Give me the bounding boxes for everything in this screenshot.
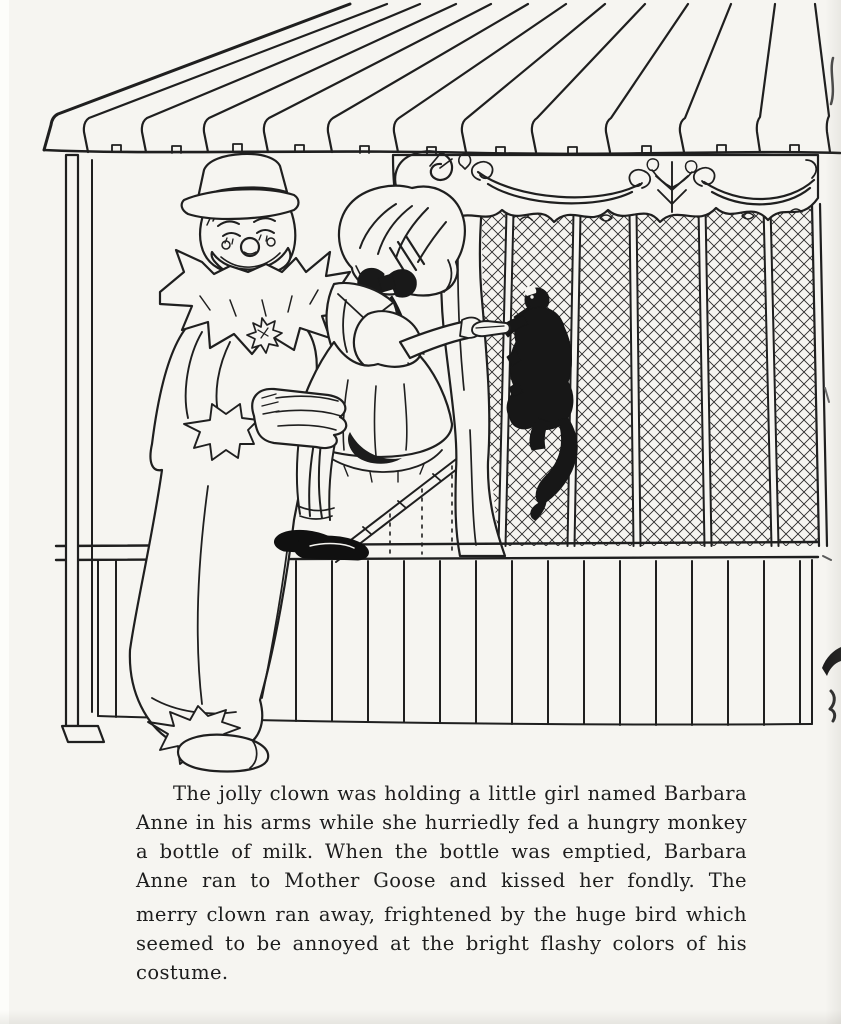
page-edge-right [825,0,841,1024]
story-line: Anne ran to Mother Goose and kissed her fondly. The [136,869,747,892]
page-edge-bottom [0,1010,841,1024]
clown-shoe [178,735,268,772]
story-line: merry clown ran away, frightened by the huge bird which [136,903,747,926]
story-line: Anne in his arms while she hurriedly fed a hungry monkey [136,811,747,834]
clown-hat-brim [182,189,299,219]
clown-glove [252,389,346,448]
story-line: The jolly clown was holding a little girl named Barbara [173,782,747,805]
story-line: seemed to be annoyed at the bright flashy colors of his [136,932,747,955]
striped-awning [44,4,840,154]
bottle-of-milk [472,321,510,336]
story-line: a bottle of milk. When the bottle was emptied, Barbara [136,840,747,863]
story-paragraph [136,779,747,987]
story-line: costume. [136,961,229,984]
